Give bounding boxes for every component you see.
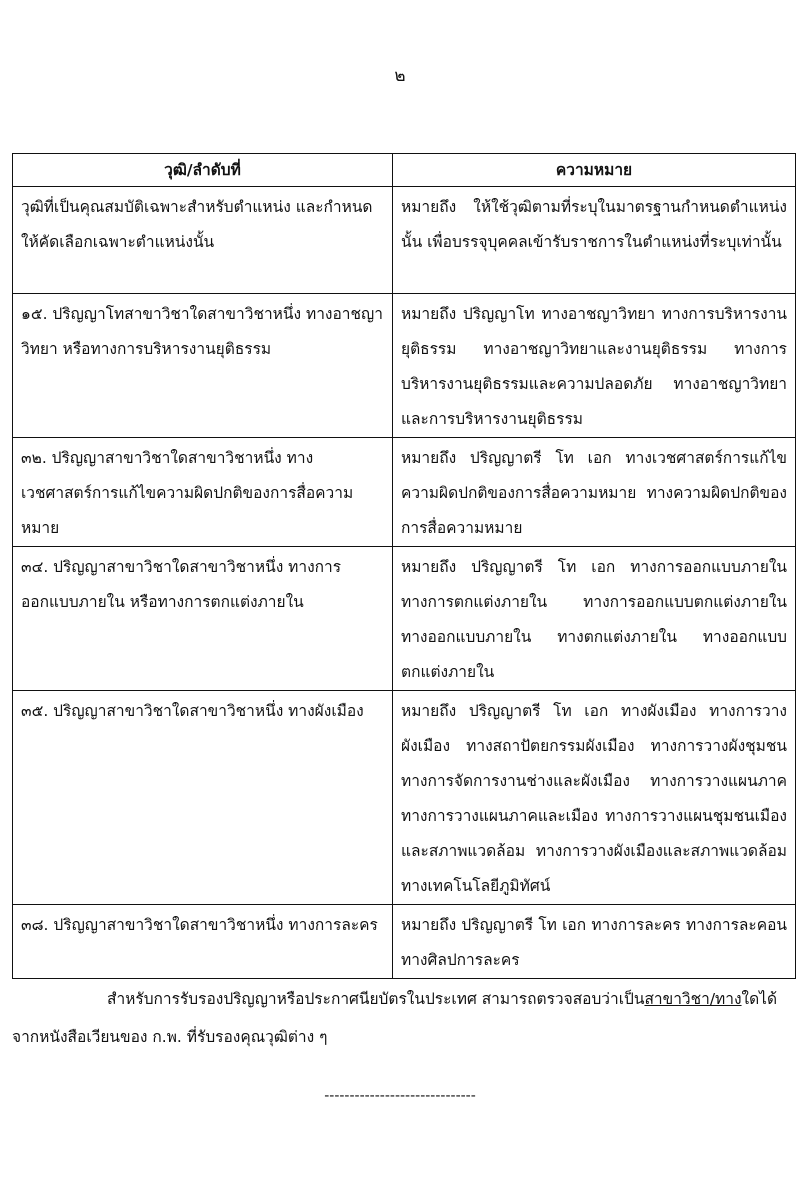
qualification-table bbox=[12, 153, 796, 979]
footer-underlined: สาขาวิชา/ทาง bbox=[644, 990, 742, 1008]
footer-paragraph bbox=[12, 980, 787, 1056]
qualification-cell: ๓๔. ปริญญาสาขาวิชาใดสาขาวิชาหนึ่ง ทางการออกแบบภายใน หรือทางการตกแต่งภายใน bbox=[13, 547, 393, 691]
qualification-cell: ๓๒. ปริญญาสาขาวิชาใดสาขาวิชาหนึ่ง ทางเวชศาสตร์การแก้ไขความผิดปกติของการสื่อความหมาย bbox=[13, 438, 393, 547]
page-number: ๒ bbox=[394, 66, 406, 86]
table-row bbox=[13, 691, 796, 905]
table-row bbox=[13, 547, 796, 691]
table-row bbox=[13, 187, 796, 294]
end-separator: ------------------------------ bbox=[324, 1088, 476, 1104]
meaning-cell: หมายถึง ปริญญาตรี โท เอก ทางการออกแบบภายใน ทางการตกแต่งภายใน ทางการออกแบบตกแต่งภายใน ทางออกแบบภายใน ทางตกแต่งภายใน ทางออกแบบตกแต่งภายใน bbox=[393, 547, 796, 691]
meaning-cell: หมายถึง ปริญญาตรี โท เอก ทางเวชศาสตร์การแก้ไขความผิดปกติของการสื่อความหมาย ทางความผิดปกติของการสื่อความหมาย bbox=[393, 438, 796, 547]
footer-text-after: ใดได้จากหนังสือเวียนของ ก.พ. ที่รับรองคุณวุฒิต่าง ๆ bbox=[12, 990, 778, 1046]
qualification-cell: ๓๘. ปริญญาสาขาวิชาใดสาขาวิชาหนึ่ง ทางการละคร bbox=[13, 905, 393, 979]
table-header-row bbox=[13, 154, 796, 187]
meaning-cell: หมายถึง ปริญญาตรี โท เอก ทางผังเมือง ทางการวางผังเมือง ทางสถาปัตยกรรมผังเมือง ทางการวางผังชุมชน ทางการจัดการงานช่างและผังเมือง ทางการวางแผนภาค ทางการวางแผนภาคและเมือง ทางการวางแผนชุมชนเมืองและสภาพแวดล้อม ทางการวางผังเมืองและสภาพแวดล้อม ทางเทคโนโลยีภูมิทัศน์ bbox=[393, 691, 796, 905]
qualification-cell: วุฒิที่เป็นคุณสมบัติเฉพาะสำหรับตำแหน่ง และกำหนดให้คัดเลือกเฉพาะตำแหน่งนั้น bbox=[13, 187, 393, 294]
table-row bbox=[13, 294, 796, 438]
table-row bbox=[13, 438, 796, 547]
header-qualification: วุฒิ/ลำดับที่ bbox=[13, 154, 393, 187]
footer-text-before: สำหรับการรับรองปริญญาหรือประกาศนียบัตรในประเทศ สามารถตรวจสอบว่าเป็น bbox=[107, 990, 645, 1008]
table-row bbox=[13, 905, 796, 979]
qualification-cell: ๑๕. ปริญญาโทสาขาวิชาใดสาขาวิชาหนึ่ง ทางอาชญาวิทยา หรือทางการบริหารงานยุติธรรม bbox=[13, 294, 393, 438]
meaning-cell: หมายถึง ปริญญาโท ทางอาชญาวิทยา ทางการบริหารงานยุติธรรม ทางอาชญาวิทยาและงานยุติธรรม ทางการบริหารงานยุติธรรมและความปลอดภัย ทางอาชญาวิทยาและการบริหารงานยุติธรรม bbox=[393, 294, 796, 438]
meaning-cell: หมายถึง ปริญญาตรี โท เอก ทางการละคร ทางการละคอน ทางศิลปการละคร bbox=[393, 905, 796, 979]
qualification-cell: ๓๕. ปริญญาสาขาวิชาใดสาขาวิชาหนึ่ง ทางผังเมือง bbox=[13, 691, 393, 905]
meaning-cell: หมายถึง ให้ใช้วุฒิตามที่ระบุในมาตรฐานกำหนดตำแหน่งนั้น เพื่อบรรจุบุคคลเข้ารับราชการในตำแหน่งที่ระบุเท่านั้น bbox=[393, 187, 796, 294]
header-meaning: ความหมาย bbox=[393, 154, 796, 187]
